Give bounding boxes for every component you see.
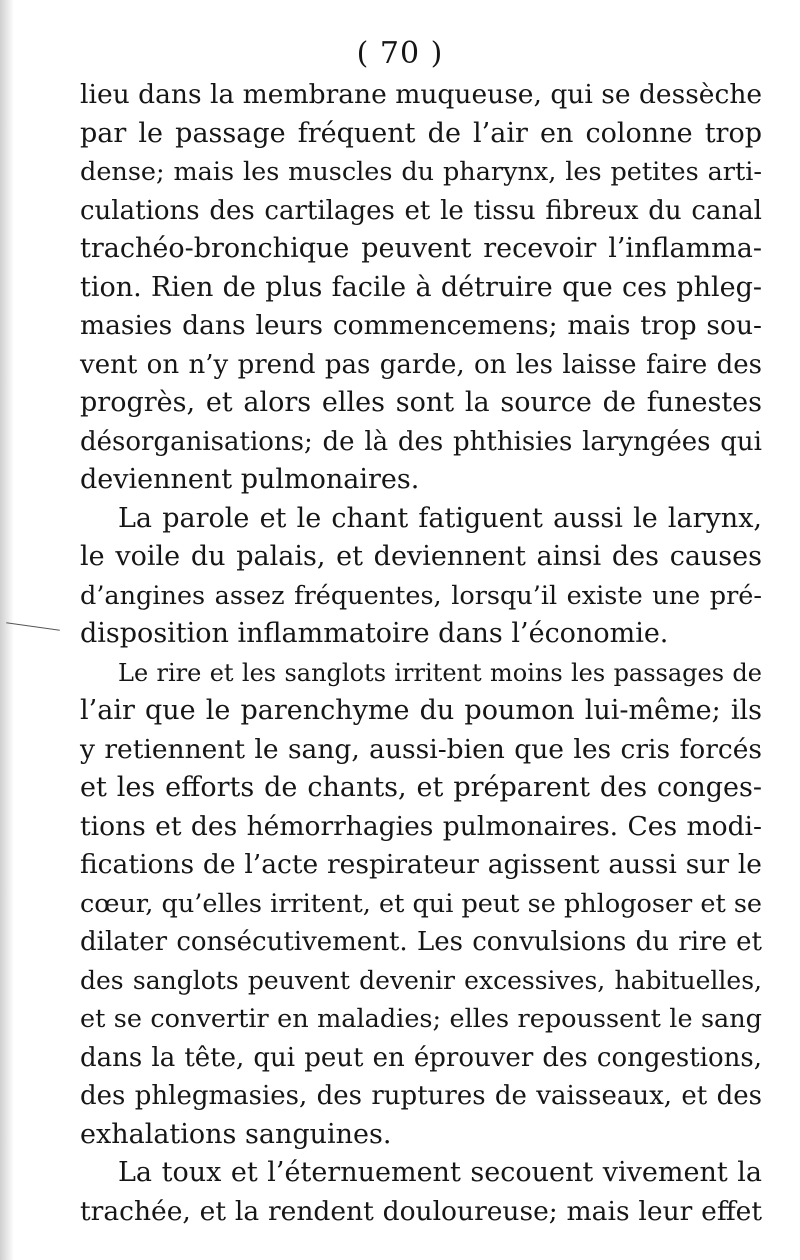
text-line: cœur, qu’elles irritent, et qui peut se phlogoser et se: [80, 888, 762, 919]
margin-mark: [6, 622, 60, 631]
text-line: dense; mais les muscles du pharynx, les petites arti-: [80, 157, 762, 187]
text-line: La toux et l’éternuement secouent vivement la: [118, 1157, 762, 1188]
text-line: y retiennent le sang, aussi-bien que les cris forcés: [80, 733, 762, 765]
text-line: dilater consécutivement. Les convulsions du rire et: [80, 927, 762, 957]
page-number: ( 70 ): [356, 36, 444, 71]
body-text: [80, 76, 762, 1231]
text-line: le voile du palais, et deviennent ainsi des causes: [80, 541, 762, 572]
text-line: désorganisations; de là des phthisies laryngées qui: [80, 426, 762, 457]
text-line: masies dans leurs commencemens; mais trop sou-: [80, 310, 762, 341]
text-line: tion. Rien de plus facile à détruire que ces phleg-: [80, 271, 762, 303]
text-line: des sanglots peuvent devenir excessives, habituelles,: [80, 965, 762, 995]
text-line: tions et des hémorrhagies pulmonaires. Ces modi-: [80, 810, 762, 842]
text-line: trachéo-bronchique peuvent recevoir l’inflamma-: [80, 233, 762, 264]
text-line: l’air que le parenchyme du poumon lui-même; ils: [80, 695, 762, 726]
text-line: trachée, et la rendent douloureuse; mais leur effet: [80, 1195, 762, 1227]
text-line: disposition inflammatoire dans l’économie.: [80, 618, 669, 649]
text-line: dans la tête, qui peut en éprouver des congestions,: [80, 1042, 762, 1073]
text-line: La parole et le chant fatiguent aussi le larynx,: [118, 502, 762, 534]
text-line: des phlegmasies, des ruptures de vaisseaux, et des: [80, 1081, 762, 1111]
text-line: exhalations sanguines.: [80, 1118, 392, 1150]
text-line: lieu dans la membrane muqueuse, qui se dessèche: [80, 79, 763, 110]
text-line: par le passage fréquent de l’air en colonne trop: [80, 117, 762, 149]
text-line: fications de l’acte respirateur agissent aussi sur le: [80, 849, 762, 880]
text-line: vent on n’y prend pas garde, on les laisse faire des: [80, 349, 762, 380]
text-line: deviennent pulmonaires.: [80, 464, 420, 495]
text-line: et les efforts de chants, et préparent des conges-: [80, 772, 762, 803]
text-line: d’angines assez fréquentes, lorsqu’il existe une pré-: [80, 580, 762, 611]
page-edge-shadow: [0, 0, 14, 1260]
text-line: culations des cartilages et le tissu fibreux du canal: [80, 195, 762, 226]
text-line: progrès, et alors elles sont la source de funestes: [80, 387, 762, 418]
text-line: Le rire et les sanglots irritent moins les passages de: [118, 658, 762, 687]
text-line: et se convertir en maladies; elles repoussent le sang: [80, 1004, 762, 1034]
